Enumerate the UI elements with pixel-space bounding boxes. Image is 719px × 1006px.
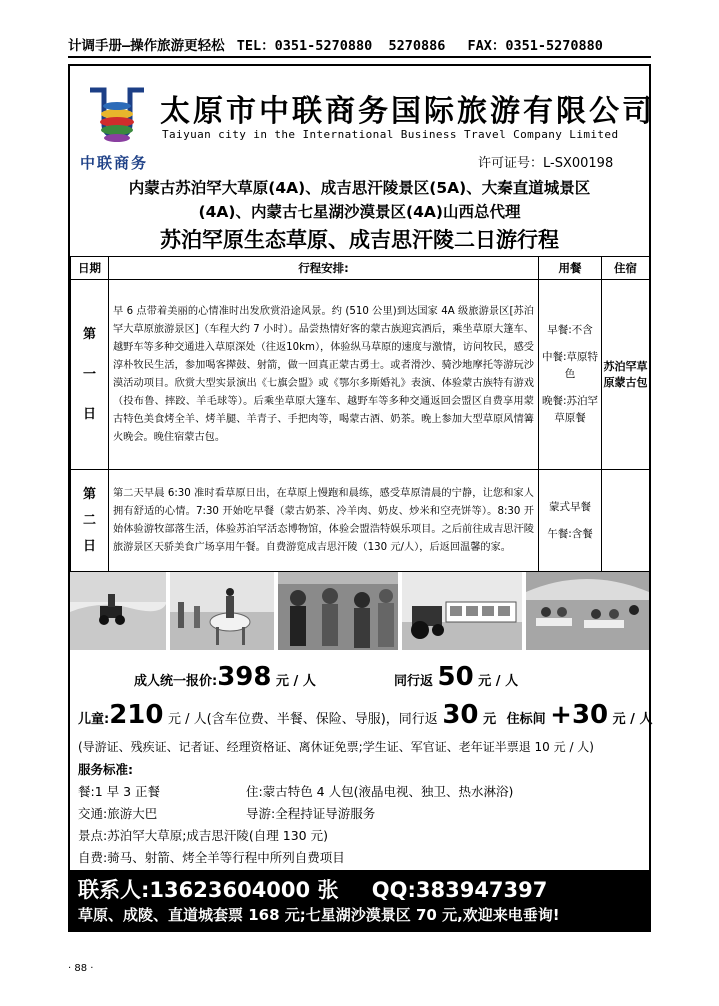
fax-value: 0351-5270880 (505, 38, 603, 54)
adult-rebate-row (394, 662, 518, 692)
subtitle-line-2: (4A)、内蒙古七星湖沙漠景区(4A)山西总代理 (198, 203, 521, 221)
adult-price-row (134, 662, 316, 692)
service-transport: 交通:旅游大巴 (78, 806, 158, 821)
room-surcharge-label: 住标间 (506, 712, 546, 727)
child-price-row (78, 700, 652, 730)
header-itinerary: 行程安排: (109, 257, 539, 280)
day-label-char: 第 (82, 486, 96, 502)
fax-label: FAX： (467, 38, 506, 54)
contact-phone[interactable]: 13623604000 (149, 878, 311, 902)
contact-name: 张 (317, 878, 339, 902)
price-unit: 元 / 人 (612, 712, 653, 727)
room-surcharge: +30 (550, 700, 609, 730)
brand-name: 中联商务 (80, 154, 149, 172)
day-label-char: 第 (82, 326, 96, 342)
day-meals (539, 280, 602, 470)
header-slogan: 计调手册—操作旅游更轻松 (68, 38, 225, 54)
qq-label: QQ: (371, 878, 416, 902)
tel-label: TEL： (236, 38, 275, 54)
child-price: 210 (109, 700, 164, 730)
horse-riding-photo (170, 572, 274, 650)
price-unit: 元 / 人 (478, 674, 519, 689)
company-name-english: Taiyuan city in the International Business Travel Company Limited (162, 128, 619, 141)
subtitle-line-1: 内蒙古苏泊罕大草原(4A)、成吉思汗陵景区(5A)、大秦直道城景区 (128, 179, 591, 197)
tel-values: 0351-5270880 5270886 (274, 38, 446, 54)
child-peer-rebate: 30 (442, 700, 479, 730)
table-row (71, 470, 650, 572)
table-row (71, 280, 650, 470)
discount-note: (导游证、残疾证、记者证、经理资格证、离休证免票;学生证、军官证、老年证半票退 10 元 / 人) (78, 740, 594, 754)
day-label-char: 二 (82, 512, 96, 528)
photo-strip (70, 572, 649, 650)
page-number: · 88 · (68, 963, 94, 974)
adult-price: 398 (217, 662, 272, 692)
adult-peer-rebate: 50 (437, 662, 474, 692)
yuan-unit: 元 (483, 712, 497, 727)
company-name: 太原市中联商务国际旅游有限公司 (160, 94, 655, 129)
day-stay (602, 470, 650, 572)
meal-breakfast: 早餐:不含 (547, 324, 593, 336)
meal-lunch: 中餐:草原特色 (541, 351, 599, 380)
day-label-char: 一 (82, 366, 96, 382)
qq-number[interactable]: 383947397 (415, 878, 548, 902)
license-number: 许可证号：L-SX00198 (478, 156, 614, 171)
tractor-wagon-photo (402, 572, 522, 650)
contact-bar (70, 870, 649, 930)
day-itinerary: 第二天早晨 6:30 准时看草原日出，在草原上慢跑和晨练，感受草原清晨的宁静，让您和家人拥有舒适的心情。7:30 开始吃早餐（蒙古奶茶、冷羊肉、奶皮、炒米和空壳饼等）。8:30 开始体验游牧部落生活，体验苏泊罕活态博物馆，体验会盟浩特娱乐项目。之后前往成吉思汗陵旅游景区天骄美食广场享用午餐。自费游览成吉思汗陵（130 元/人），后返回温馨的家。 (109, 470, 539, 572)
tour-title: 苏泊罕原生态草原、成吉思汗陵二日游行程 (160, 227, 559, 252)
price-unit: 元 / 人 (276, 674, 316, 689)
day-label-char: 日 (82, 538, 96, 554)
atv-desert-photo (70, 572, 166, 650)
ticket-offer: 草原、成陵、直道城套票 168 元;七星湖沙漠景区 70 元,欢迎来电垂询! (78, 906, 560, 924)
day-itinerary: 早 6 点带着美丽的心情准时出发欣赏沿途风景。约 (510 公里)到达国家 4A 级旅游景区[苏泊罕大草原旅游景区]（车程大约 7 小时）。品尝热情好客的蒙古族迎宾酒后，乘坐草原大篷车、越野车等多种交通进入草原深处（往返10km），体验纵马草原的速度与激情，访问牧民，感受淳朴牧民生活，参加喝客撵鼓、射箭，做一回真正蒙古勇士。或者滑沙、骑沙地摩托等游玩沙漠活动项目。欣赏大型实景演出《七旗会盟》或《鄂尔多斯婚礼》表演、体验蒙古族特有游戏（投布鲁、摔跤、羊毛球等）。后乘坐草原大篷车、越野车等多种交通返回会盟区自费享用蒙古特色美食烤全羊、烤羊腿、羊青子、手把肉等，喝蒙古酒、奶茶。晚上参加大型草原风情篝火晚会。晚住宿蒙古包。 (109, 280, 539, 470)
header-meals: 用餐 (539, 257, 602, 280)
header-bar (68, 34, 651, 58)
meal-breakfast: 蒙式早餐 (549, 500, 591, 513)
service-meals: 餐:1 早 3 正餐 (78, 784, 161, 799)
child-price-label: 儿童: (78, 712, 110, 727)
header-date: 日期 (71, 257, 109, 280)
festival-crowd-photo (278, 572, 398, 650)
contact-line (78, 874, 547, 904)
day-label (71, 280, 109, 470)
day-meals (539, 470, 602, 572)
banquet-hall-photo (526, 572, 649, 650)
day-label (71, 470, 109, 572)
service-sights: 景点:苏泊罕大草原;成吉思汗陵(自理 130 元) (78, 828, 328, 843)
adult-price-label: 成人统一报价: (134, 674, 218, 689)
meal-dinner: 晚餐:苏泊罕草原餐 (541, 395, 599, 424)
contact-label: 联系人: (78, 878, 150, 902)
day-stay: 苏泊罕草原蒙古包 (602, 280, 650, 470)
service-guide: 导游:全程持证导游服务 (246, 806, 376, 821)
table-header-row (71, 257, 650, 280)
header-stay: 住宿 (602, 257, 650, 280)
services-heading: 服务标准: (78, 762, 133, 777)
child-price-note: 元 / 人(含车位费、半餐、保险、导服)，同行返 (168, 712, 438, 727)
day-label-char: 日 (82, 406, 96, 422)
service-self-pay: 自费:骑马、射箭、烤全羊等行程中所列自费项目 (78, 850, 345, 865)
company-logo-icon (84, 84, 150, 150)
service-stay: 住:蒙古特色 4 人包(液晶电视、独卫、热水淋浴) (246, 784, 514, 799)
meal-lunch: 午餐:含餐 (547, 527, 593, 540)
itinerary-table (70, 256, 650, 572)
peer-rebate-label: 同行返 (394, 674, 434, 689)
